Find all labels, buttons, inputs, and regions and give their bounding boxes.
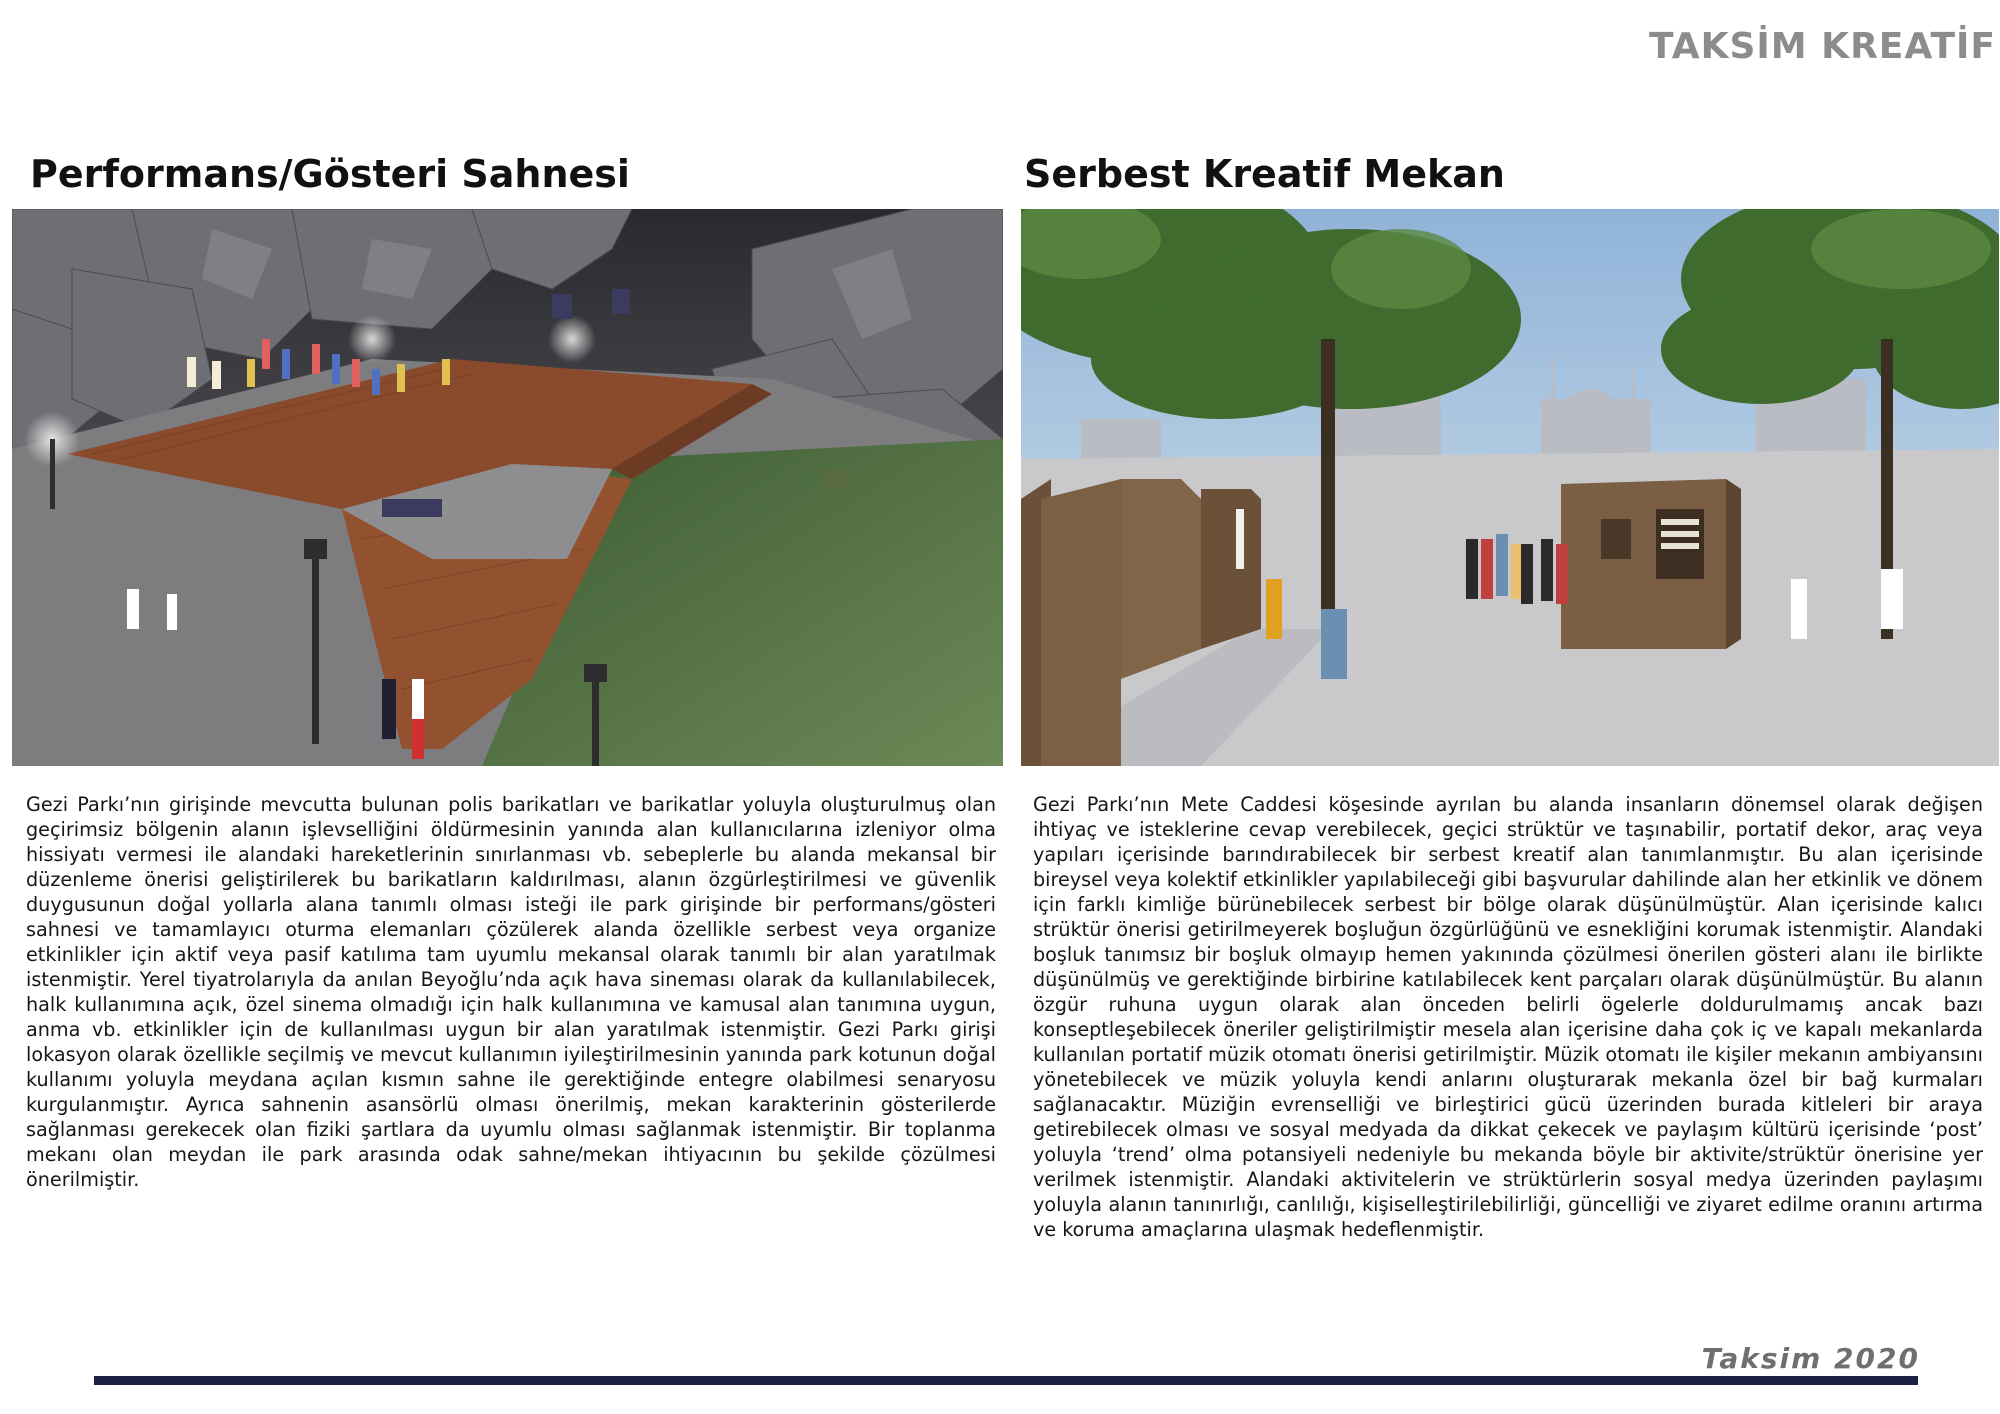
footer-year-tag: Taksim 2020 [1701,1342,1920,1375]
performance-stage-description: Gezi Parkı’nın girişinde mevcutta bulunan polis barikatları ve barikatlar yoluyla oluşturulmuş olan geçirimsiz bölgenin alanın işlevselliğini öldürmesinin yanında alan kullanıcılarına izleniyor olma hissiyatı vermesi ile alandaki hareketlerinin sınırlanması vb. sebeplerle bu alanda mekansal bir düzenleme önerisi geliştirilerek bu barikatların kaldırılması, alanın özgürleştirilmesi ve güvenlik duygusunun doğal yollarla alana tanımlı olması isteği ile park girişinde bir performans/gösteri sahnesi ve tamamlayıcı oturma elemanları çözülerek alanda özellikle serbest veya organize etkinlikler için aktif veya pasif katılıma tam uyumlu mekansal olarak tanımlı bir alan yaratılmak istenmiştir. Yerel tiyatrolarıyla da anılan Beyoğlu’nda açık hava sineması olarak da kullanılabilecek, halk kullanımına açık, özel sinema olmadığı için halk kullanımına ve kamusal alan tanımına uygun, anma vb. etkinlikler için de kullanılması uygun bir alan yaratılmak istenmiştir. Gezi Parkı girişi lokasyon olarak özellikle seçilmiş ve mevcut kullanımın iyileştirilmesinin yanında park kotunun doğal kullanımı yoluyla meydana açılan kısmın sahne ile gerektiğinde entegre olabilmesi senaryosu kurgulanmıştır. Ayrıca sahnenin asansörlü olması önerilmiş, mekan karakterinin gösterilerde sağlanması gerekecek olan fiziki şartlara da uyumlu olması sağlanmak istenmiştir. Bir toplanma mekanı olan meydan ile park arasında odak sahne/mekan ihtiyacının bu şekilde çözülmesi önerilmiştir. [26,793,996,1191]
performance-stage-image [12,209,1003,766]
free-creative-space-image [1021,209,1999,766]
performance-stage-illustration [12,209,1003,766]
free-creative-space-illustration [1021,209,1999,766]
section-title-performance-stage: Performans/Gösteri Sahnesi [30,152,630,196]
footer-divider [94,1376,1918,1385]
free-creative-space-description: Gezi Parkı’nın Mete Caddesi köşesinde ayrılan bu alanda insanların dönemsel olarak değişen ihtiyaç ve isteklerine cevap verebilecek, geçici strüktür ve taşınabilir, portatif dekor, araç veya yapıları içerisinde barındırabilecek bir serbest kreatif alan tanımlanmıştır. Bu alan içerisinde bireysel veya kolektif etkinlikler yapılabileceği gibi başvurular dahilinde alan her etkinlik ve dönem için farklı kimliğe bürünebilecek serbest bir bölge olarak düşünülmüştür. Alan içerisinde kalıcı strüktür önerisi getirilmeyerek boşluğun özgürlüğünü ve esnekliğini korumak istenmiştir. Alandaki boşluk tanımsız bir boşluk olmayıp hemen yakınında çözülmesi önerilen gösteri alanı ile birlikte düşünülmüş ve gerektiğinde birbirine katılabilecek kent parçaları olarak düşünülmüştür. Bu alanın özgür ruhuna uygun olarak alan önceden belirli ögelerle doldurulmamış ancak bazı konseptleşebilecek öneriler geliştirilmiştir mesela alan içerisine daha çok iç ve kapalı mekanlarda kullanılan portatif müzik otomatı önerisi getirilmiştir. Müzik otomatı ile kişiler mekanın ambiyansını yönetebilecek ve müzik yoluyla kendi anlarını oluşturarak mekanla özel bir bağ kurmaları sağlanacaktır. Müziğin evrenselliği ve birleştirici gücü üzerinden burada kitleleri bir araya getirebilecek olması ve sosyal medyada da dikkat çekecek ve paylaşım kültürü içerisinde ‘post’ yoluyla ‘trend’ olma potansiyeli nedeniyle bu mekanda böyle bir aktivite/strüktür önerisine yer verilmek istenmiştir. Alandaki aktivitelerin ve strüktürlerin sosyal medya üzerinden paylaşımı yoluyla alanın tanınırlığı, canlılığı, kişiselleştirilebilirliği, güncelliği ve ziyaret edilme oranını artırma ve koruma amaçlarına ulaşmak hedeflenmiştir. [1033,793,1983,1241]
section-title-free-creative-space: Serbest Kreatif Mekan [1024,152,1505,196]
brand-title: TAKSİM KREATİF [1648,26,1996,67]
